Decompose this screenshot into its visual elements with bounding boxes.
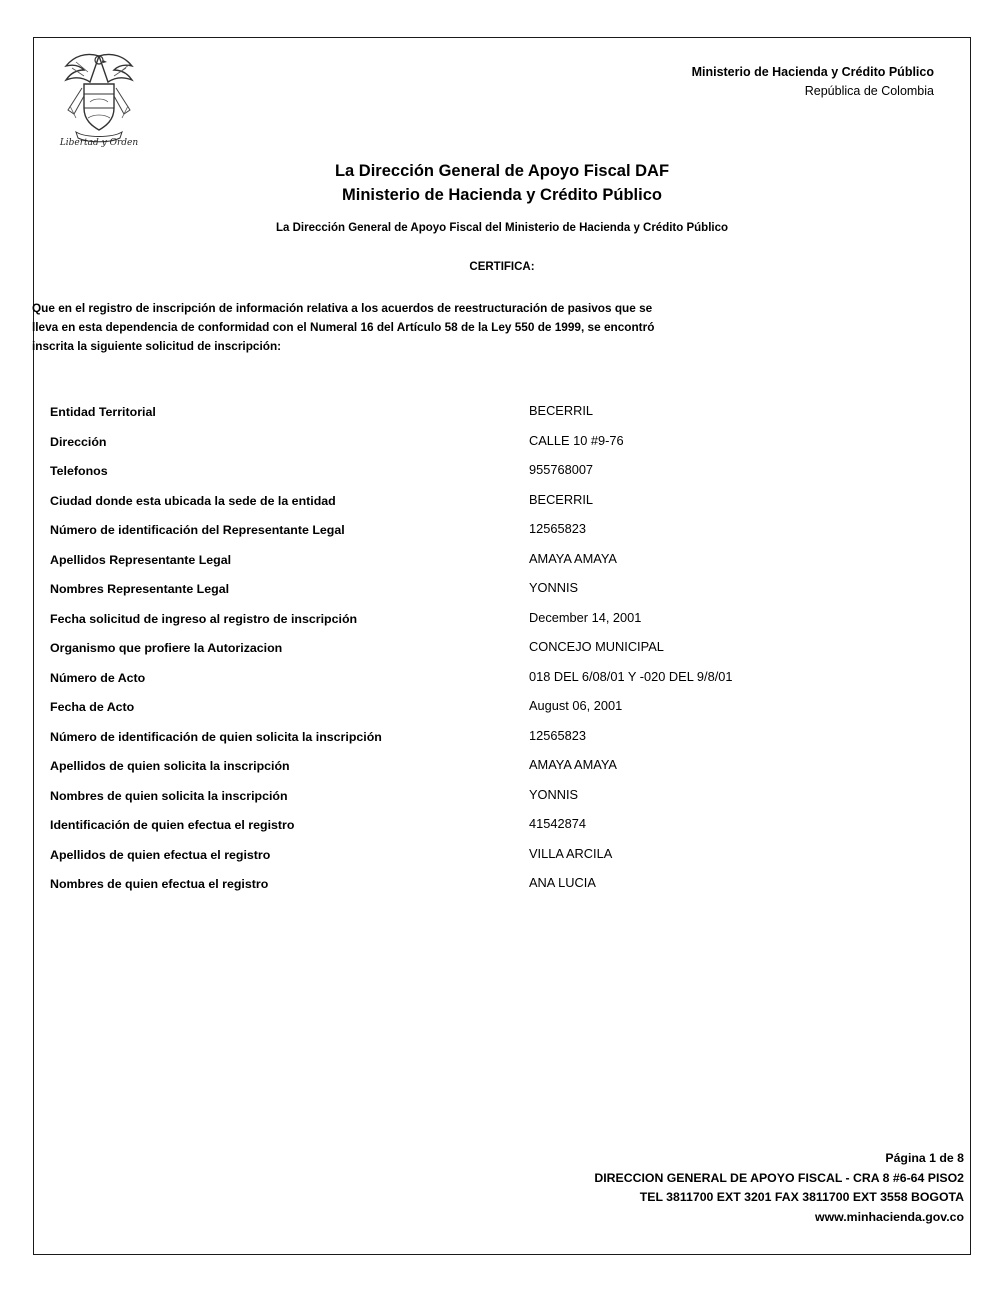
field-label: Número de Acto — [50, 670, 146, 685]
field-row — [50, 491, 950, 524]
header-ministry: Ministerio de Hacienda y Crédito Público — [691, 65, 934, 79]
field-label: Nombres de quien solicita la inscripción — [50, 788, 288, 803]
field-label: Nombres Representante Legal — [50, 582, 230, 596]
field-value: 12565823 — [529, 727, 586, 743]
coat-of-arms-graphic — [54, 48, 144, 148]
field-value: AMAYA AMAYA — [529, 757, 617, 772]
field-value: VILLA ARCILA — [529, 845, 613, 861]
document-title-line1: La Dirección General de Apoyo Fiscal DAF — [334, 162, 670, 180]
intro-line: Que en el registro de inscripción de información relativa a los acuerdos de reestructuración de pasivos que se — [32, 301, 653, 315]
field-row — [50, 609, 950, 642]
field-value: August 06, 2001 — [529, 698, 623, 713]
field-value: ANA LUCIA — [529, 875, 596, 890]
field-value: BECERRIL — [529, 403, 594, 418]
footer-address: DIRECCION GENERAL DE APOYO FISCAL - CRA 8 #6-64 PISO2 — [594, 1170, 964, 1185]
field-row — [50, 523, 950, 553]
field-row — [50, 727, 950, 760]
field-row — [50, 641, 950, 671]
field-value: YONNIS — [529, 786, 579, 802]
field-row — [50, 786, 950, 819]
field-label: Apellidos de quien efectua el registro — [50, 847, 271, 862]
document-title-line2: Ministerio de Hacienda y Crédito Público — [342, 186, 662, 204]
field-label: Número de identificación de quien solicita la inscripción — [50, 729, 382, 744]
field-row — [50, 877, 950, 907]
footer-website: www.minhacienda.gov.co — [815, 1209, 964, 1224]
field-value: AMAYA AMAYA — [529, 550, 617, 566]
field-value: CONCEJO MUNICIPAL — [529, 639, 664, 654]
field-row — [50, 405, 950, 435]
document-subtitle: La Dirección General de Apoyo Fiscal del Ministerio de Hacienda y Crédito Público — [275, 222, 729, 234]
field-row — [50, 759, 950, 789]
field-value: YONNIS — [529, 580, 579, 595]
field-label: Fecha solicitud de ingreso al registro de inscripción — [50, 611, 358, 626]
field-value: 12565823 — [529, 521, 586, 536]
field-label: Dirección — [50, 434, 107, 449]
certifica-heading: CERTIFICA: — [469, 261, 535, 273]
field-label: Nombres de quien efectua el registro — [50, 877, 269, 891]
field-value: BECERRIL — [529, 491, 594, 507]
field-label: Apellidos de quien solicita la inscripción — [50, 759, 290, 773]
certificate-page — [33, 37, 971, 1255]
footer-phones: TEL 3811700 EXT 3201 FAX 3811700 EXT 3558 BOGOTA — [639, 1190, 964, 1204]
field-label: Número de identificación del Representante Legal — [50, 523, 345, 537]
field-value: CALLE 10 #9-76 — [529, 432, 624, 448]
intro-paragraph — [32, 299, 822, 356]
registration-fields — [50, 405, 950, 907]
field-value: 018 DEL 6/08/01 Y -020 DEL 9/8/01 — [529, 668, 733, 684]
field-label: Entidad Territorial — [50, 405, 156, 419]
field-row — [50, 464, 950, 494]
field-row — [50, 550, 950, 583]
field-value: 41542874 — [529, 816, 586, 831]
footer-block — [594, 1149, 964, 1227]
field-row — [50, 845, 950, 878]
field-value: December 14, 2001 — [529, 609, 642, 625]
motto-text: Libertad y Orden — [59, 138, 139, 148]
field-label: Apellidos Representante Legal — [50, 552, 232, 567]
header-ministry-block — [692, 63, 934, 101]
field-label: Ciudad donde esta ubicada la sede de la entidad — [50, 493, 336, 508]
intro-line: inscrita la siguiente solicitud de inscripción: — [32, 339, 282, 353]
field-label: Fecha de Acto — [50, 700, 135, 714]
field-label: Identificación de quien efectua el registro — [50, 818, 295, 832]
field-row — [50, 582, 950, 612]
intro-line: lleva en esta dependencia de conformidad con el Numeral 16 del Artículo 58 de la Ley 550 de 1999, se encontró — [32, 320, 655, 334]
field-value: 955768007 — [529, 462, 594, 477]
field-row — [50, 700, 950, 730]
field-label: Organismo que profiere la Autorizacion — [50, 641, 283, 655]
field-row — [50, 818, 950, 848]
header-country: República de Colombia — [804, 84, 934, 98]
field-row — [50, 668, 950, 701]
field-row — [50, 432, 950, 465]
field-label: Telefonos — [50, 464, 108, 478]
page-number: Página 1 de 8 — [885, 1151, 964, 1165]
